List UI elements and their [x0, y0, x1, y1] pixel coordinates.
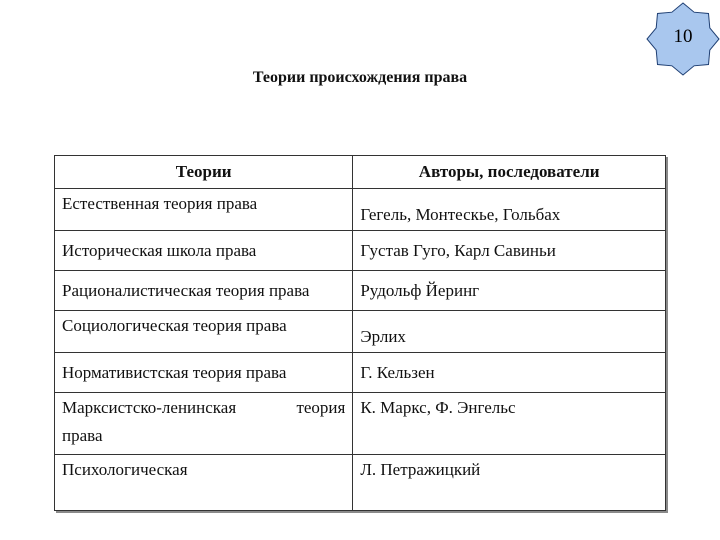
- table-row: [55, 393, 666, 455]
- authors-cell: Л. Петражицкий: [353, 455, 666, 511]
- theory-cell: [55, 393, 353, 455]
- theory-line: права: [62, 426, 103, 445]
- table-row: [55, 311, 666, 353]
- theories-table: [54, 155, 666, 511]
- slide-title: Теории происхождения права: [252, 69, 468, 86]
- theory-cell: Психологическая: [55, 455, 353, 511]
- authors-cell: Гегель, Монтескье, Гольбах: [353, 189, 666, 231]
- theory-cell: Социологическая теория права: [55, 311, 353, 353]
- table-header-row: [55, 156, 666, 189]
- theory-cell: Нормативистская теория права: [55, 353, 353, 393]
- table-row: [55, 455, 666, 511]
- table-row: [55, 271, 666, 311]
- theory-cell: Естественная теория права: [55, 189, 353, 231]
- authors-cell: Густав Гуго, Карл Савиньи: [353, 231, 666, 271]
- table-row: [55, 189, 666, 231]
- theory-line: Марксистско-ленинская теория: [62, 398, 346, 417]
- authors-cell: Эрлих: [353, 311, 666, 353]
- page-number-badge: [646, 2, 720, 76]
- header-authors: Авторы, последователи: [353, 156, 666, 189]
- table-row: [55, 231, 666, 271]
- authors-cell: Г. Кельзен: [353, 353, 666, 393]
- authors-cell: Рудольф Йеринг: [353, 271, 666, 311]
- authors-cell: К. Маркс, Ф. Энгельс: [353, 393, 666, 455]
- theory-cell: Рационалистическая теория права: [55, 271, 353, 311]
- page-number: 10: [673, 26, 693, 47]
- theory-cell: Историческая школа права: [55, 231, 353, 271]
- table-row: [55, 353, 666, 393]
- header-theories: Теории: [55, 156, 353, 189]
